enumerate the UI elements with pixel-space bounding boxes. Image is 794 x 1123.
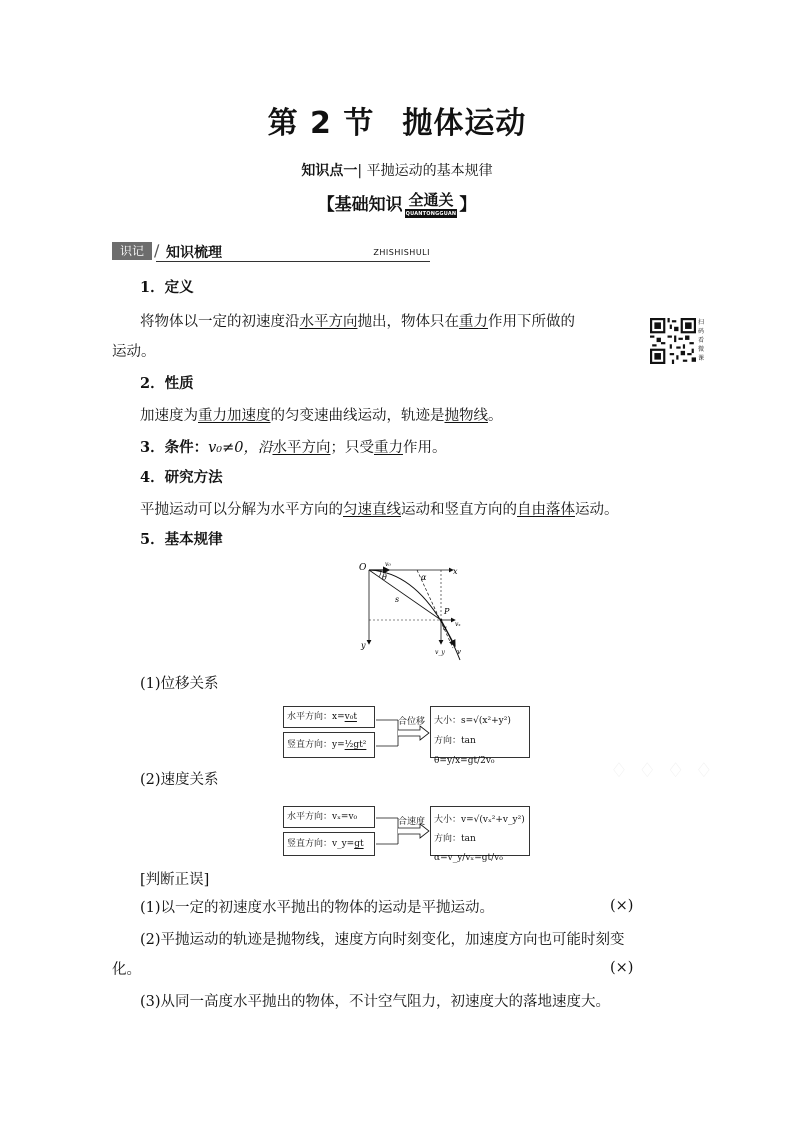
qr-caption: 扫码看微课: [698, 319, 705, 362]
label-vx: vₓ: [455, 621, 461, 628]
qr-code-icon[interactable]: [650, 318, 696, 364]
nature-blank-1: 重力加速度: [198, 408, 271, 424]
def-blank-1: 水平方向: [299, 314, 358, 330]
velocity-heading: (2)速度关系: [140, 772, 219, 788]
definition-text-line1: [140, 312, 575, 332]
nature-b: 的匀变速曲线运动，轨迹是: [270, 408, 445, 424]
method-a: 平抛运动可以分解为水平方向的: [140, 502, 343, 518]
disp-h-value: v₀t: [344, 712, 357, 722]
banner-open-bracket: 【: [317, 195, 335, 215]
label-alpha2: α: [443, 625, 448, 632]
knowledge-point-name: 平抛运动的基本规律: [366, 163, 493, 179]
cond-c: ；只受: [330, 440, 374, 456]
label-P: P: [444, 607, 450, 616]
section-slash: ∕: [154, 241, 160, 260]
disp-v-value: ½gt²: [344, 740, 367, 750]
condition-title: 3．条件：: [140, 439, 209, 456]
section-rule: [156, 261, 430, 262]
method-blank-2: 自由落体: [517, 502, 575, 518]
page-title: [0, 98, 794, 142]
cond-blank-2: 重力: [373, 440, 403, 456]
chapter-number: 第 2 节: [267, 106, 375, 141]
nature-text: [140, 406, 503, 426]
cond-b: v₀≠0，沿: [208, 440, 273, 456]
judge-q3: (3)从同一高度水平抛出的物体，不计空气阻力，初速度大的落地速度大。: [140, 994, 611, 1010]
method-blank-1: 匀速直线: [343, 502, 401, 518]
label-alpha: α: [421, 573, 427, 582]
section-tag: 识记: [112, 242, 152, 260]
velocity-result-box: [430, 806, 530, 863]
label-vy: v_y: [435, 649, 445, 656]
vel-size: 大小：v=√(vₓ²+v_y²): [434, 815, 525, 825]
nature-title: 2．性质: [140, 375, 194, 392]
label-x: x: [453, 567, 458, 576]
disp-size: 大小：s=√(x²+y²): [434, 716, 511, 726]
v-arrow: [441, 620, 455, 646]
nature-c: 。: [488, 408, 503, 424]
label-O: O: [359, 563, 367, 573]
label-v: v: [457, 648, 461, 656]
def-text-c: 作用下所做的: [488, 314, 575, 330]
label-y: y: [361, 641, 366, 650]
def-text-a: 将物体以一定的初速度沿: [140, 314, 300, 330]
watermark: ♢ ♢ ♢ ♢: [610, 758, 715, 782]
displacement-horizontal-box: [283, 706, 375, 728]
disp-h-label: 水平方向：x=: [287, 712, 345, 722]
label-theta: θ: [382, 573, 387, 582]
disp-v-label: 竖直方向：y=: [287, 740, 345, 750]
judge-q2-line2: 化。: [112, 962, 141, 978]
banner-close-bracket: 】: [459, 195, 477, 215]
method-title: 4．研究方法: [140, 469, 223, 486]
section-pinyin: ZHISHISHULI: [373, 248, 430, 257]
section-banner: [0, 190, 794, 218]
method-c: 运动。: [575, 502, 619, 518]
knowledge-point-heading: 知识点一| 平抛运动的基本规律: [301, 163, 493, 179]
judge-a2: (×): [610, 960, 634, 976]
definition-title: 1．定义: [140, 279, 194, 296]
displacement-vertical-box: [283, 732, 375, 758]
displacement-result-box: [430, 706, 530, 766]
chapter-name: 抛体运动: [402, 106, 527, 141]
velocity-vertical-box: [283, 832, 375, 856]
velocity-combine-label: 合速度: [398, 817, 426, 827]
displacement-combine-label: 合位移: [398, 717, 426, 727]
section-label: 知识梳理: [166, 245, 222, 261]
method-text: [140, 500, 619, 520]
knowledge-point-label: 知识点一: [301, 163, 358, 179]
displacement-line: [369, 570, 441, 620]
vel-direction: 方向：tan α=v_y/vₓ=gt/v₀: [434, 834, 503, 863]
label-s: s: [395, 595, 400, 604]
banner-main: 基础知识: [334, 195, 403, 215]
judge-title: [判断正误]: [140, 872, 210, 888]
condition-text: [140, 438, 446, 458]
badge-top: 全通关: [405, 193, 458, 211]
def-text-b: 抛出，物体只在: [357, 314, 459, 330]
velocity-horizontal-box: 水平方向：vₓ=v₀: [283, 806, 375, 828]
label-v0: v₀: [385, 561, 391, 568]
displacement-heading: (1)位移关系: [140, 676, 219, 692]
judge-a1: (×): [610, 898, 634, 914]
nature-blank-2: 抛物线: [444, 408, 488, 424]
judge-q2-line1: (2)平抛运动的轨迹是抛物线，速度方向时刻变化，加速度方向也可能时刻变: [140, 932, 625, 948]
definition-text-line2: 运动。: [112, 344, 156, 360]
method-b: 运动和竖直方向的: [401, 502, 517, 518]
projectile-diagram: [355, 558, 475, 668]
judge-q1: (1)以一定的初速度水平抛出的物体的运动是平抛运动。: [140, 900, 495, 916]
cond-d: 作用。: [402, 440, 447, 456]
nature-a: 加速度为: [140, 408, 198, 424]
banner-badge: [405, 190, 458, 218]
disp-direction: 方向：tan θ=y/x=gt/2v₀: [434, 736, 495, 766]
def-blank-2: 重力: [459, 314, 488, 330]
badge-bottom: QUANTONGGUAN: [405, 210, 457, 217]
section-header: [112, 240, 430, 262]
point-P: [440, 619, 443, 622]
vel-v-label: 竖直方向：v_y=: [287, 839, 355, 849]
cond-blank-1: 水平方向: [272, 440, 331, 456]
vel-v-value: gt: [354, 839, 364, 849]
law-title: 5．基本规律: [140, 531, 223, 548]
